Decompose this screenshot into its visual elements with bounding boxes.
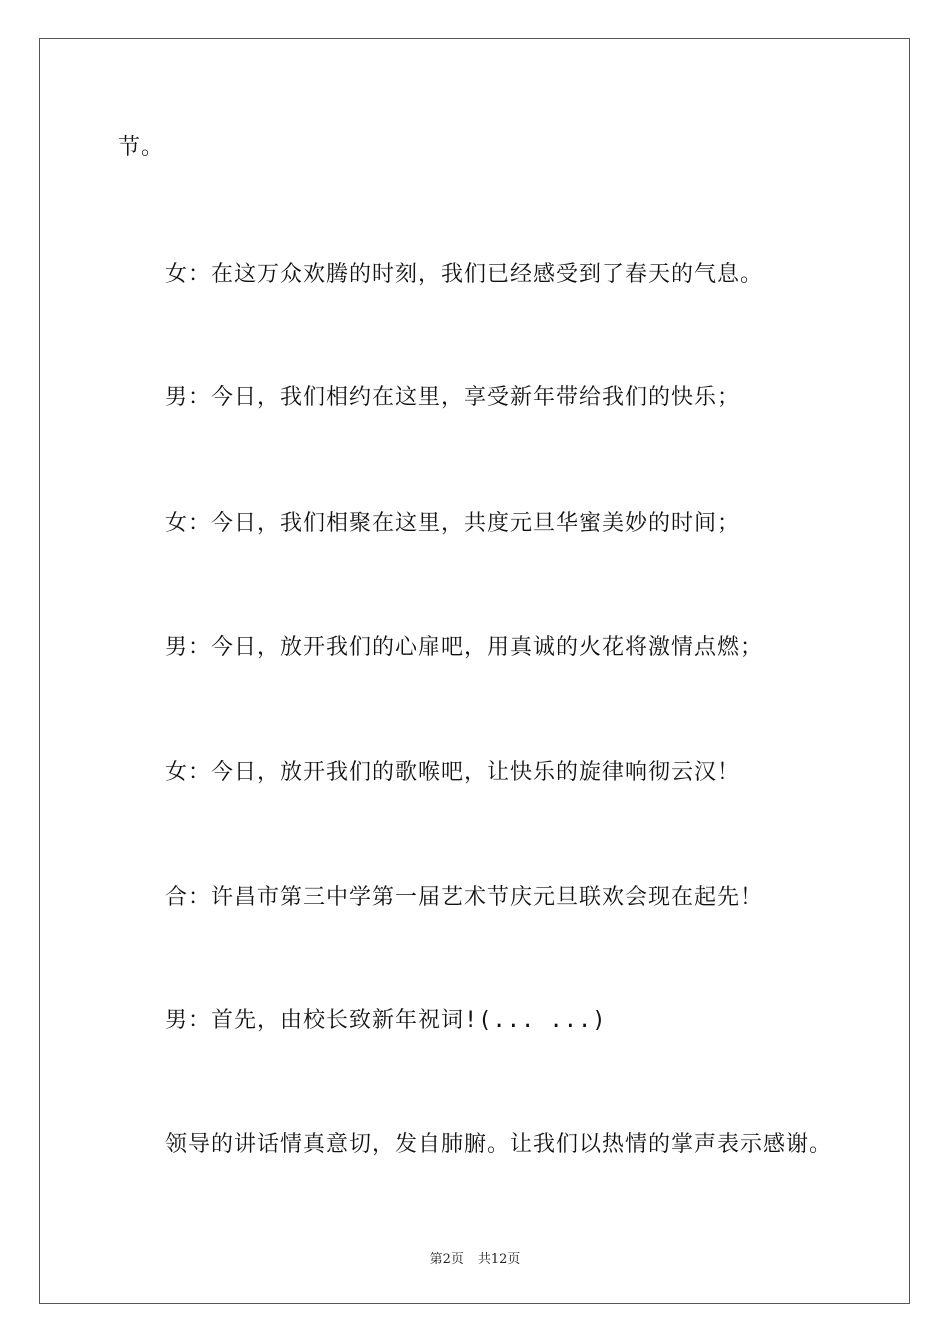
paragraph-line: 领导的讲话情真意切，发自肺腑。让我们以热情的掌声表示感谢。 xyxy=(165,1132,833,1157)
paragraph-line: 女：在这万众欢腾的时刻，我们已经感受到了春天的气息。 xyxy=(165,262,764,287)
paragraph-line: 合：许昌市第三中学第一届艺术节庆元旦联欢会现在起先！ xyxy=(165,885,764,910)
paragraph-line: 男：首先，由校长致新年祝词!(... ...) xyxy=(165,1008,607,1033)
page-frame xyxy=(39,38,910,1304)
page-footer xyxy=(0,1248,950,1267)
paragraph-line: 男：今日，我们相约在这里，享受新年带给我们的快乐； xyxy=(165,385,741,410)
paragraph-line: 女：今日，我们相聚在这里，共度元旦华蜜美妙的时间； xyxy=(165,511,741,536)
page-number: 第2页 xyxy=(429,1252,464,1267)
page-total: 共12页 xyxy=(477,1252,521,1267)
paragraph-line: 女：今日，放开我们的歌喉吧，让快乐的旋律响彻云汉！ xyxy=(165,760,741,785)
paragraph-continuation: 节。 xyxy=(118,135,165,160)
paragraph-line: 男：今日，放开我们的心扉吧，用真诚的火花将激情点燃； xyxy=(165,635,764,660)
